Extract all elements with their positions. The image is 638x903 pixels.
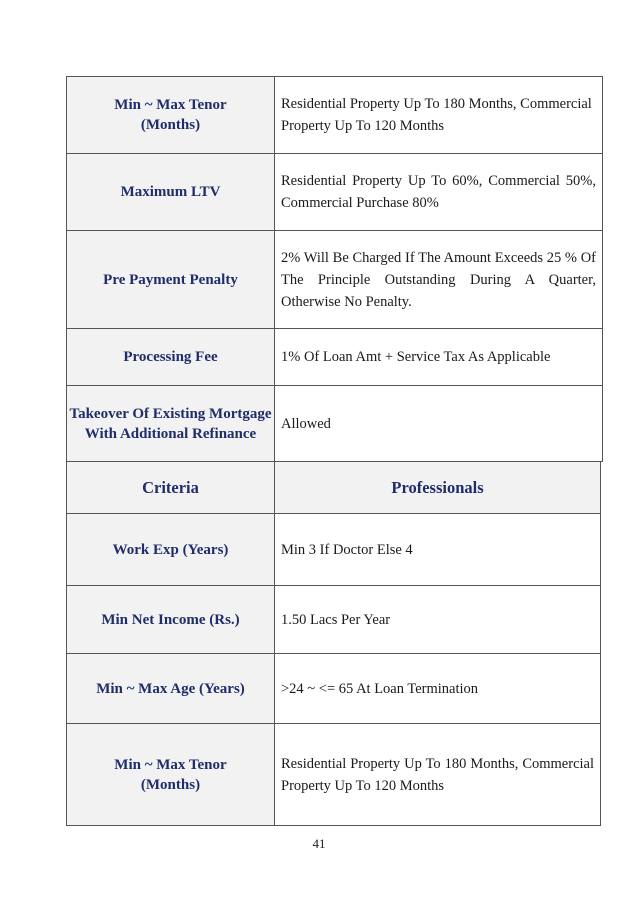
row-label-tenor-professionals: Min ~ Max Tenor (Months) (67, 724, 275, 826)
table-row (67, 231, 603, 329)
row-label-processing-fee: Processing Fee (67, 329, 275, 386)
page-number: 41 (312, 836, 326, 851)
row-value-processing-fee: 1% Of Loan Amt + Service Tax As Applicable (275, 329, 603, 386)
header-professionals: Professionals (275, 462, 601, 514)
row-label-work-exp: Work Exp (Years) (67, 514, 275, 586)
table-header-row (67, 462, 601, 514)
row-value-net-income: 1.50 Lacs Per Year (275, 586, 601, 654)
row-value-tenor: Residential Property Up To 180 Months, Commercial Property Up To 120 Months (275, 77, 603, 154)
row-value-work-exp: Min 3 If Doctor Else 4 (275, 514, 601, 586)
row-label-age: Min ~ Max Age (Years) (67, 654, 275, 724)
table-row (67, 514, 601, 586)
row-value-prepayment: 2% Will Be Charged If The Amount Exceeds 25 % Of The Principle Outstanding During A Quarter, Otherwise No Penalty. (275, 231, 603, 329)
row-value-ltv: Residential Property Up To 60%, Commercial 50%, Commercial Purchase 80% (275, 154, 603, 231)
row-label-takeover: Takeover Of Existing Mortgage With Additional Refinance (67, 386, 275, 462)
row-value-age: >24 ~ <= 65 At Loan Termination (275, 654, 601, 724)
table-row (67, 329, 603, 386)
row-label-tenor: Min ~ Max Tenor (Months) (67, 77, 275, 154)
table-row (67, 77, 603, 154)
table-row (67, 154, 603, 231)
row-label-net-income: Min Net Income (Rs.) (67, 586, 275, 654)
loan-terms-table (66, 76, 603, 462)
row-label-ltv: Maximum LTV (67, 154, 275, 231)
table-row (67, 386, 603, 462)
row-label-prepayment: Pre Payment Penalty (67, 231, 275, 329)
eligibility-criteria-table (66, 461, 601, 826)
table-row (67, 724, 601, 826)
table-row (67, 586, 601, 654)
row-value-takeover: Allowed (275, 386, 603, 462)
row-value-tenor-professionals: Residential Property Up To 180 Months, Commercial Property Up To 120 Months (275, 724, 601, 826)
header-criteria: Criteria (67, 462, 275, 514)
table-row (67, 654, 601, 724)
